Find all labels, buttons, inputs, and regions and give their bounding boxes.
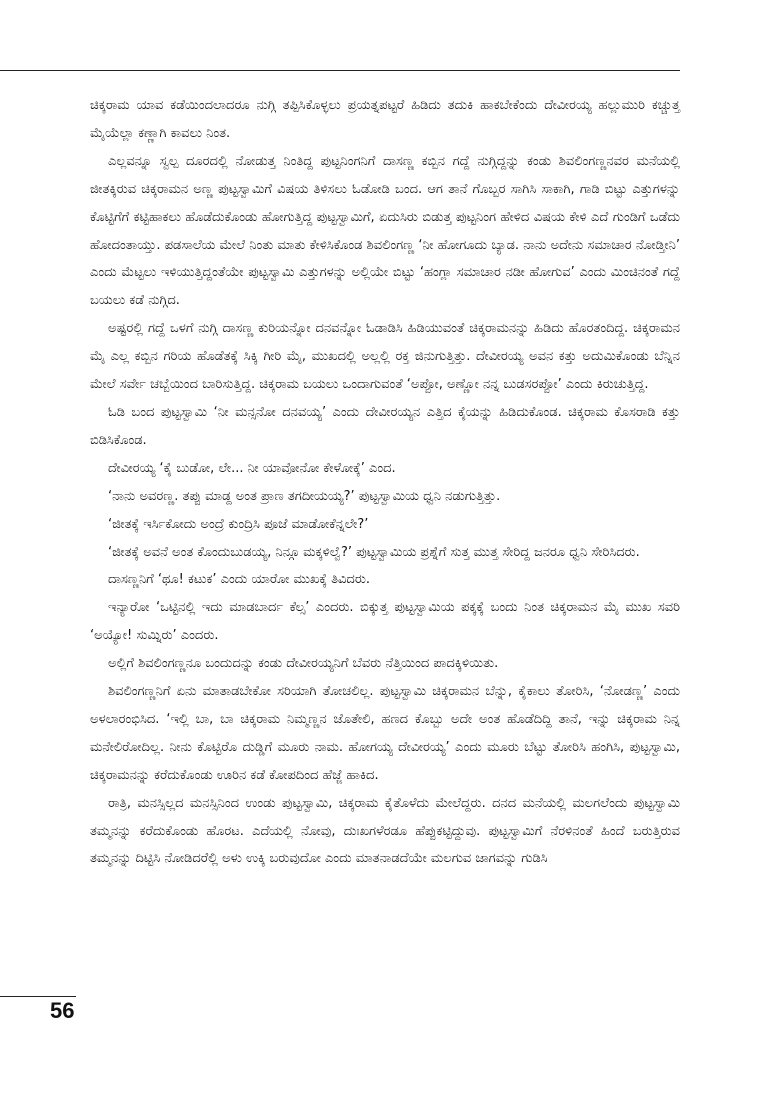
paragraph: ಚಿಕ್ಕರಾಮ ಯಾವ ಕಡೆಯಿಂದಲಾದರೂ ನುಗ್ಗಿ ತಪ್ಪಿಸಿಕೊಳ್ಳಲು ಪ್ರಯತ್ನಪಟ್ಟರೆ ಹಿಡಿದು ತದುಕಿ ಹಾಕಬೇಕೆಂದು ದೇವೀರಯ್ಯ ಹಲ್ಲುಮುರಿ ಕಚ್ಚುತ್ತ ಮೈಯೆಲ್ಲಾ ಕಣ್ಣಾಗಿ ಕಾವಲು ನಿಂತ. <box>90 98 680 141</box>
page-footer <box>0 996 80 1023</box>
paragraph: ರಾತ್ರಿ, ಮನಸ್ಸಿಲ್ಲದ ಮನಸ್ಸಿನಿಂದ ಉಂಡು ಪುಟ್ಟಸ್ವಾಮಿ, ಚಿಕ್ಕರಾಮ ಕೈತೊಳೆದು ಮೇಲೆದ್ದರು. ದನದ ಮನೆಯಲ್ಲಿ ಮಲಗಲೆಂದು ಪುಟ್ಟಸ್ವಾಮಿ ತಮ್ಮನನ್ನು ಕರೆದುಕೊಂಡು ಹೊರಟ. ಎದೆಯಲ್ಲಿ ನೋವು, ದುಃಖಗಳೆರಡೂ ಹೆಪ್ಪುಕಟ್ಟಿದ್ದುವು. ಪುಟ್ಟಸ್ವಾಮಿಗೆ ನೆರಳಿನಂತೆ ಹಿಂದೆ ಬರುತ್ತಿರುವ ತಮ್ಮನನ್ನು ದಿಟ್ಟಿಸಿ ನೋಡಿದರೆಲ್ಲಿ ಅಳು ಉಕ್ಕಿ ಬರುವುದೋ ಎಂದು ಮಾತನಾಡದೆಯೇ ಮಲಗುವ ಜಾಗವನ್ನು ಗುಡಿಸಿ <box>90 795 680 867</box>
paragraph: ‘ಜೀತಕ್ಕೆ ಇರ್ಸಿಕೋದು ಅಂದ್ರೆ ಕುಂದ್ರಿಸಿ ಪೂಜೆ ಮಾಡೋಕೆನ್ನಲೇ?’ <box>108 516 369 532</box>
paragraph: ‘ನಾನು ಅವರಣ್ಣ. ತಪ್ಪು ಮಾಡ್ದ ಅಂತ ಪ್ರಾಣ ತಗದೀಯಯ್ಯ?’ ಪುಟ್ಟಸ್ವಾಮಿಯ ಧ್ವನಿ ನಡುಗುತ್ತಿತ್ತು. <box>108 488 501 504</box>
paragraph: ಅಷ್ಟರಲ್ಲಿ ಗದ್ದೆ ಒಳಗೆ ನುಗ್ಗಿ ದಾಸಣ್ಣ ಕುರಿಯನ್ನೋ ದನವನ್ನೋ ಓಡಾಡಿಸಿ ಹಿಡಿಯುವಂತೆ ಚಿಕ್ಕರಾಮನನ್ನು ಹಿಡಿದು ಹೊರತಂದಿದ್ದ. ಚಿಕ್ಕರಾಮನ ಮೈ ಎಲ್ಲ ಕಬ್ಬಿನ ಗರಿಯ ಹೊಡೆತಕ್ಕೆ ಸಿಕ್ಕಿ ಗೀರಿ ಮೈ, ಮುಖದಲ್ಲಿ ಅಲ್ಲಲ್ಲಿ ರಕ್ತ ಜಿನುಗುತ್ತಿತ್ತು. ದೇವೀರಯ್ಯ ಅವನ ಕತ್ತು ಅದುಮಿಕೊಂಡು ಬೆನ್ನಿನ ಮೇಲೆ ಸರ್ವೇ ಚಬ್ಬೆಯಿಂದ ಬಾರಿಸುತ್ತಿದ್ದ. ಚಿಕ್ಕರಾಮ ಬಯಲು ಒಂದಾಗುವಂತೆ ‘ಅಪ್ಪೋ, ಅಣ್ಣೋ ನನ್ನ ಬುಡಸರಪ್ಪೋ’ ಎಂದು ಕಿರುಚುತ್ತಿದ್ದ. <box>90 321 680 393</box>
paragraph: ‘ಜೀತಕ್ಕೆ ಅವನೆ ಅಂತ ಕೊಂದುಬುಡಯ್ಯ, ನಿನ್ಗೂ ಮಕ್ಕಳಿಲ್ವೆ?’ ಪುಟ್ಟಸ್ವಾಮಿಯ ಪ್ರಶ್ನೆಗೆ ಸುತ್ತ ಮುತ್ತ ಸೇರಿದ್ದ ಜನರೂ ಧ್ವನಿ ಸೇರಿಸಿದರು. <box>108 544 640 560</box>
paragraph: ದಾಸಣ್ಣನಿಗೆ ‘ಥೂ! ಕಟುಕ’ ಎಂದು ಯಾರೋ ಮುಖಕ್ಕೆ ತಿವಿದರು. <box>108 572 370 588</box>
header-rule <box>0 70 680 71</box>
page-number: 56 <box>50 998 75 1023</box>
paragraph: ದೇವೀರಯ್ಯ ‘ಕೈ ಬುಡೋ, ಲೇ... ನೀ ಯಾವೋನೋ ಕೇಳೋಕ್ಕೆ’ ಎಂದ. <box>108 460 396 476</box>
footer-rule <box>0 996 76 997</box>
paragraph: ಇನ್ಯಾರೋ ‘ಒಟ್ಟಿನಲ್ಲಿ ಇದು ಮಾಡಬಾರ್ದ ಕೆಲ್ಸ’ ಎಂದರು. ಬಿಕ್ಕುತ್ತ ಪುಟ್ಟಸ್ವಾಮಿಯ ಪಕ್ಕಕ್ಕೆ ಬಂದು ನಿಂತ ಚಿಕ್ಕರಾಮನ ಮೈ ಮುಖ ಸವರಿ ‘ಅಯ್ಯೋ! ಸುಮ್ನಿರು’ ಎಂದರು. <box>90 600 680 644</box>
paragraph: ಶಿವಲಿಂಗಣ್ಣನಿಗೆ ಏನು ಮಾತಾಡಬೇಕೋ ಸರಿಯಾಗಿ ತೋಚಲಿಲ್ಲ. ಪುಟ್ಟಸ್ವಾಮಿ ಚಿಕ್ಕರಾಮನ ಬೆನ್ನು, ಕೈಕಾಲು ತೋರಿಸಿ, ‘ನೋಡಣ್ಣ’ ಎಂದು ಅಳಲಾರಂಭಿಸಿದ. ‘ಇಲ್ಲಿ ಬಾ, ಬಾ ಚಿಕ್ಕರಾಮ ನಿಮ್ಮಣ್ಣನ ಜೊತೇಲಿ, ಹಣದ ಕೊಬ್ಬು ಅದೇ ಅಂತ ಹೊಡೆದಿದ್ದಿ ತಾನೆ, ಇನ್ನು ಚಿಕ್ಕರಾಮ ನಿನ್ನ ಮನೇಲಿರೋದಿಲ್ಲ. ನೀನು ಕೊಟ್ಟಿರೊ ದುಡ್ಡಿಗೆ ಮೂರು ನಾಮ. ಹೋಗಯ್ಯ ದೇವೀರಯ್ಯ’ ಎಂದು ಮೂರು ಬೆಟ್ಟು ತೋರಿಸಿ ಹಂಗಿಸಿ, ಪುಟ್ಟಸ್ವಾಮಿ, ಚಿಕ್ಕರಾಮನನ್ನು ಕರೆದುಕೊಂಡು ಊರಿನ ಕಡೆ ಕೋಪದಿಂದ ಹೆಜ್ಜೆ ಹಾಕಿದ. <box>90 684 680 783</box>
paragraph: ಎಲ್ಲವನ್ನೂ ಸ್ವಲ್ಪ ದೂರದಲ್ಲಿ ನೋಡುತ್ತ ನಿಂತಿದ್ದ ಪುಟ್ಟನಿಂಗನಿಗೆ ದಾಸಣ್ಣ ಕಬ್ಬಿನ ಗದ್ದೆ ನುಗ್ಗಿದ್ದನ್ನು ಕಂಡು ಶಿವಲಿಂಗಣ್ಣನವರ ಮನೆಯಲ್ಲಿ ಜೀತಕ್ಕಿರುವ ಚಿಕ್ಕರಾಮನ ಅಣ್ಣ ಪುಟ್ಟಸ್ವಾಮಿಗೆ ವಿಷಯ ತಿಳಿಸಲು ಓಡೋಡಿ ಬಂದ. ಆಗ ತಾನೆ ಗೊಬ್ಬರ ಸಾಗಿಸಿ ಸಾಕಾಗಿ, ಗಾಡಿ ಬಿಟ್ಟು ಎತ್ತುಗಳನ್ನು ಕೊಟ್ಟಿಗೆಗೆ ಕಟ್ಟಿಹಾಕಲು ಹೊಡೆದುಕೊಂಡು ಹೋಗುತ್ತಿದ್ದ ಪುಟ್ಟಸ್ವಾಮಿಗೆ, ಏದುಸಿರು ಬಿಡುತ್ತ ಪುಟ್ಟನಿಂಗ ಹೇಳಿದ ವಿಷಯ ಕೇಳಿ ಎದೆ ಗುಂಡಿಗೆ ಒಡೆದು ಹೋದಂತಾಯ್ತು. ಪಡಸಾಲೆಯ ಮೇಲೆ ನಿಂತು ಮಾತು ಕೇಳಿಸಿಕೊಂಡ ಶಿವಲಿಂಗಣ್ಣ ‘ನೀ ಹೋಗೂದು ಬ್ಯಾಡ. ನಾನು ಅದೇನು ಸಮಾಚಾರ ನೋಡ್ತೀನಿ’ ಎಂದು ಮೆಟ್ಟಲು ಇಳಿಯುತ್ತಿದ್ದಂತೆಯೇ ಪುಟ್ಟಸ್ವಾಮಿ ಎತ್ತುಗಳನ್ನು ಅಲ್ಲಿಯೇ ಬಿಟ್ಟು ‘ಹಂಗ್ಲಾ ಸಮಾಚಾರ ನಡೀ ಹೋಗುವ’ ಎಂದು ಮಿಂಚಿನಂತೆ ಗದ್ದೆ ಬಯಲು ಕಡೆ ನುಗ್ಗಿದ. <box>90 153 680 309</box>
paragraph: ಅಲ್ಲಿಗೆ ಶಿವಲಿಂಗಣ್ಣನೂ ಬಂದುದನ್ನು ಕಂಡು ದೇವೀರಯ್ಯನಿಗೆ ಬೆವರು ನೆತ್ತಿಯಿಂದ ಪಾದಕ್ಕಿಳಿಯಿತು. <box>108 656 499 672</box>
body-text <box>90 92 680 873</box>
paragraph: ಓಡಿ ಬಂದ ಪುಟ್ಟಸ್ವಾಮಿ ‘ನೀ ಮನ್ಸನೋ ದನವಯ್ಯ’ ಎಂದು ದೇವೀರಯ್ಯನ ಎತ್ತಿದ ಕೈಯನ್ನು ಹಿಡಿದುಕೊಂಡ. ಚಿಕ್ಕರಾಮ ಕೊಸರಾಡಿ ಕತ್ತು ಬಿಡಿಸಿಕೊಂಡ. <box>90 404 680 448</box>
